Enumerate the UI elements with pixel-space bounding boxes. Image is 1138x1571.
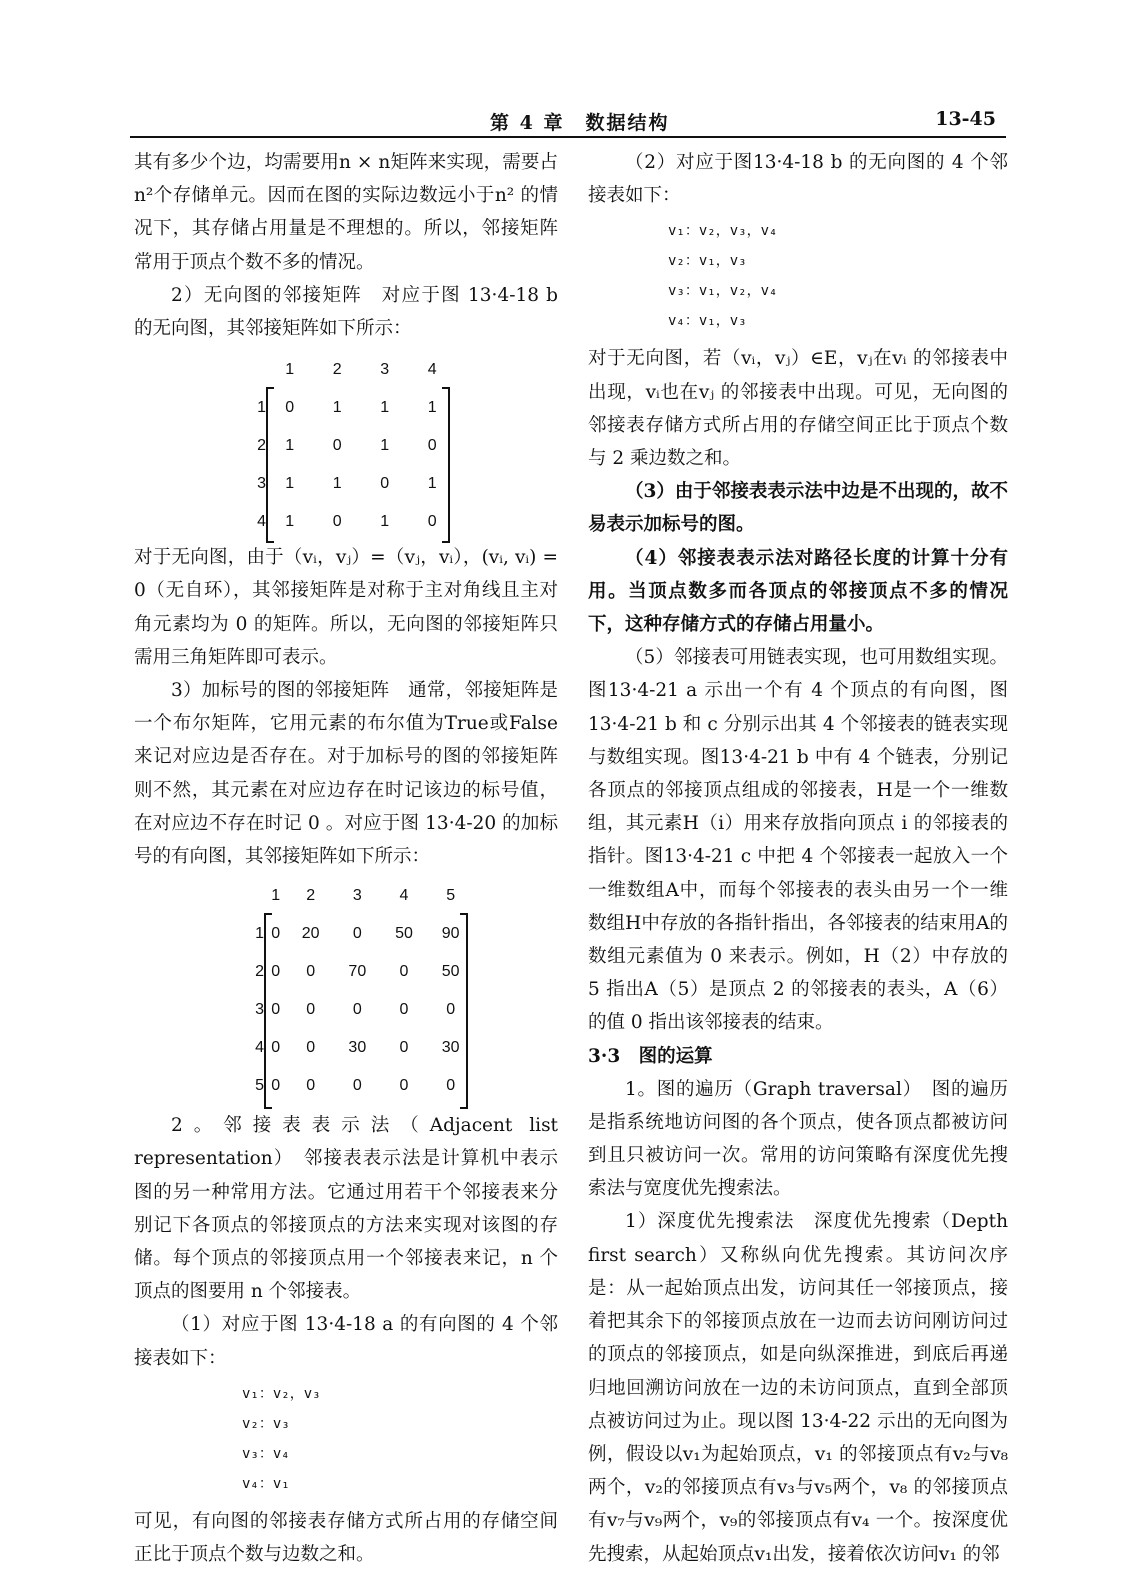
matrix-row-label: 3: [255, 1001, 264, 1019]
paragraph: （1）对应于图 13·4-18 a 的有向图的 4 个邻接表如下：: [134, 1314, 558, 1369]
adjacency-list-undirected: [668, 216, 1008, 336]
matrix-column-label: 1: [271, 887, 281, 905]
matrix-cell: 0: [352, 1001, 362, 1019]
matrix-row: [244, 1029, 474, 1067]
matrix-cell: 0: [399, 1039, 409, 1057]
matrix-row: [244, 1067, 474, 1105]
matrix-cell: 0: [306, 963, 316, 981]
matrix-cell: 1: [427, 475, 437, 493]
matrix-row: [246, 503, 456, 541]
paragraph: 1。图的遍历（Graph traversal） 图的遍历是指系统地访问图的各个顶点，使各顶点都被访问到且只被访问一次。常用的访问策略有深度优先搜索法与宽度优先搜索法。: [588, 1078, 1008, 1200]
matrix-cell: 0: [446, 1001, 456, 1019]
adjacency-list-directed: [242, 1379, 558, 1499]
matrix-row: [246, 427, 456, 465]
matrix-left-bracket: [266, 387, 274, 543]
page-header: [130, 106, 1006, 138]
matrix-cell: 0: [285, 399, 295, 417]
matrix-row-label: 1: [257, 399, 266, 417]
matrix-cell: 1: [427, 399, 437, 417]
list-item: v₁：v₂，v₃: [242, 1385, 321, 1402]
matrix-row-label: 4: [257, 513, 266, 531]
matrix-row: [244, 953, 474, 991]
list-item: v₁：v₂，v₃，v₄: [668, 223, 778, 240]
matrix-cell: 0: [352, 925, 362, 943]
matrix-cell: 90: [441, 925, 460, 943]
paragraph: 对于无向图，若（vᵢ，vⱼ）∈E，vⱼ在vᵢ 的邻接表中出现，vᵢ也在vⱼ 的邻接表中出现。可见，无向图的邻接表存储方式所占用的存储空间正比于顶点个数与 2 乘边数之和。: [588, 348, 1008, 470]
matrix-cell: 1: [332, 399, 342, 417]
matrix-cell: 1: [332, 475, 342, 493]
matrix-cell: 0: [306, 1039, 316, 1057]
page-number: 13-45: [935, 108, 996, 130]
matrix-row-label: 5: [255, 1077, 264, 1095]
matrix-column-label: 4: [427, 361, 437, 379]
matrix-table: [246, 351, 456, 541]
chapter-title: 第 4 章 数据结构: [490, 112, 670, 134]
list-item: v₄：v₁，v₃: [668, 313, 747, 330]
matrix-row-label: 2: [255, 963, 264, 981]
matrix-cell: 0: [271, 1077, 281, 1095]
paragraph: 3）加标号的图的邻接矩阵 通常，邻接矩阵是一个布尔矩阵，它用元素的布尔值为True或False来记对应边是否存在。对于加标号的图的邻接矩阵则不然，其元素在对应边存在时记该边的标号值，在对应边不存在时记 0 。对应于图 13·4-20 的加标号的有向图，其邻接矩阵如下所示：: [134, 680, 558, 868]
matrix-right-bracket: [442, 387, 450, 543]
matrix-table: [244, 877, 474, 1105]
matrix-column-label: 3: [352, 887, 362, 905]
matrix-row-label: 4: [255, 1039, 264, 1057]
matrix-column-label: 1: [285, 361, 295, 379]
list-item: v₂：v₃: [242, 1415, 290, 1432]
list-item: v₂：v₁，v₃: [668, 253, 747, 270]
matrix-cell: 0: [399, 963, 409, 981]
matrix-row-label: 1: [255, 925, 264, 943]
matrix-cell: 0: [271, 1001, 281, 1019]
section-heading: 3·3 图的运算: [588, 1045, 713, 1067]
matrix-cell: 0: [306, 1077, 316, 1095]
paragraph: （3）由于邻接表表示法中边是不出现的，故不易表示加标号的图。: [588, 481, 1008, 536]
list-item: v₄：v₁: [242, 1475, 290, 1492]
matrix-cell: 50: [441, 963, 460, 981]
matrix-cell: 20: [301, 925, 320, 943]
paragraph: 2）无向图的邻接矩阵 对应于图 13·4-18 b 的无向图，其邻接矩阵如下所示：: [134, 284, 558, 340]
matrix-cell: 1: [380, 399, 390, 417]
matrix-cell: 1: [380, 513, 390, 531]
matrix-left-bracket: [264, 913, 272, 1109]
matrix-cell: 0: [306, 1001, 316, 1019]
matrix-row-label: 2: [257, 437, 266, 455]
matrix-cell: 1: [285, 475, 295, 493]
matrix-cell: 0: [446, 1077, 456, 1095]
matrix-column-label: 4: [399, 887, 409, 905]
matrix-cell: 30: [348, 1039, 367, 1057]
paragraph: 可见，有向图的邻接表存储方式所占用的存储空间正比于顶点个数与边数之和。: [134, 1510, 558, 1566]
matrix-row: [244, 991, 474, 1029]
paragraph: （4）邻接表表示法对路径长度的计算十分有用。当顶点数多而各顶点的邻接顶点不多的情况下，这种存储方式的存储占用量小。: [588, 547, 1008, 636]
paragraph: 2。邻接表表示法（Adjacent list representation） 邻接表表示法是计算机中表示图的另一种常用方法。它通过用若干个邻接表来分别记下各顶点的邻接顶点的方法来实现对该图的存储。每个顶点的邻接顶点用一个邻接表来记，n 个顶点的图要用 n 个邻接表。: [134, 1115, 558, 1303]
matrix-cell: 0: [427, 513, 437, 531]
paragraph: 1）深度优先搜索法 深度优先搜索（Depth first search）又称纵向优先搜索。其访问次序是：从一起始顶点出发，访问其任一邻接顶点，接着把其余下的邻接顶点放在一边而去访问刚访问过的顶点的邻接顶点，如是向纵深推进，到底后再递归地回溯访问放在一边的未访问顶点，直到全部顶点被访问过为止。现以图 13·4-22 示出的无向图为例，假设以v₁为起始顶点，v₁ 的邻接顶点有v₂与v₈两个，v₂的邻接顶点有v₃与v₅两个，v₈ 的邻接顶点有v₇与v₉两个，v₉的邻接顶点有v₄ 一个。按深度优先搜索，从起始顶点v₁出发，接着依次访问v₁ 的邻: [588, 1211, 1008, 1565]
paragraph: 对于无向图，由于（vᵢ，vⱼ）=（vⱼ，vᵢ），(vᵢ, vᵢ) = 0（无自环），其邻接矩阵是对称于主对角线且主对角元素均为 0 的矩阵。所以，无向图的邻接矩阵只需用三角矩阵即可表示。: [134, 547, 558, 668]
matrix-cell: 0: [271, 963, 281, 981]
paragraph: （2）对应于图13·4-18 b 的无向图的 4 个邻接表如下：: [588, 152, 1008, 207]
matrix-cell: 0: [332, 513, 342, 531]
matrix-cell: 0: [427, 437, 437, 455]
matrix-row: [246, 389, 456, 427]
list-item: v₃：v₄: [242, 1445, 290, 1462]
matrix-cell: 1: [380, 437, 390, 455]
matrix-column-label: 5: [446, 887, 456, 905]
paragraph: （5）邻接表可用链表实现，也可用数组实现。图13·4-21 a 示出一个有 4 个顶点的有向图，图 13·4-21 b 和 c 分别示出其 4 个邻接表的链表实现与数组实现。图13·4-21 b 中有 4 个链表，分别记各顶点的邻接顶点组成的邻接表，H是一个一维数组，其元素H（i）用来存放指向顶点 i 的邻接表的指针。图13·4-21 c 中把 4 个邻接表一起放入一个一维数组A中，而每个邻接表的表头由另一个一维数组H中存放的各指针指出，各邻接表的结束用A的数组元素值为 0 来表示。例如，H（2）中存放的 5 指出A（5）是顶点 2 的邻接表的表头，A（6）的值 0 指出该邻接表的结束。: [588, 647, 1008, 1034]
matrix-cell: 1: [285, 437, 295, 455]
left-column: [134, 146, 558, 1571]
list-item: v₃：v₁，v₂，v₄: [668, 283, 778, 300]
matrix-cell: 0: [271, 925, 281, 943]
matrix-cell: 0: [271, 1039, 281, 1057]
matrix-cell: 30: [441, 1039, 460, 1057]
paragraph: 其有多少个边，均需要用n × n矩阵来实现，需要占n²个存储单元。因而在图的实际边数远小于n² 的情况下，其存储占用量是不理想的。所以，邻接矩阵常用于顶点个数不多的情况。: [134, 152, 558, 273]
matrix-cell: 0: [380, 475, 390, 493]
matrix-column-label: 3: [380, 361, 390, 379]
matrix-cell: 0: [332, 437, 342, 455]
adjacency-matrix-labeled: [244, 877, 494, 1109]
matrix-column-label: 2: [306, 887, 316, 905]
matrix-right-bracket: [460, 913, 468, 1109]
matrix-cell: 0: [352, 1077, 362, 1095]
adjacency-matrix-undirected: [246, 351, 446, 541]
matrix-cell: 0: [399, 1001, 409, 1019]
matrix-cell: 1: [285, 513, 295, 531]
matrix-column-label: 2: [332, 361, 342, 379]
matrix-cell: 70: [348, 963, 367, 981]
matrix-row-label: 3: [257, 475, 266, 493]
matrix-row: [246, 465, 456, 503]
matrix-row: [244, 915, 474, 953]
right-column: [588, 146, 1008, 1571]
matrix-cell: 50: [395, 925, 413, 943]
matrix-cell: 0: [399, 1077, 409, 1095]
